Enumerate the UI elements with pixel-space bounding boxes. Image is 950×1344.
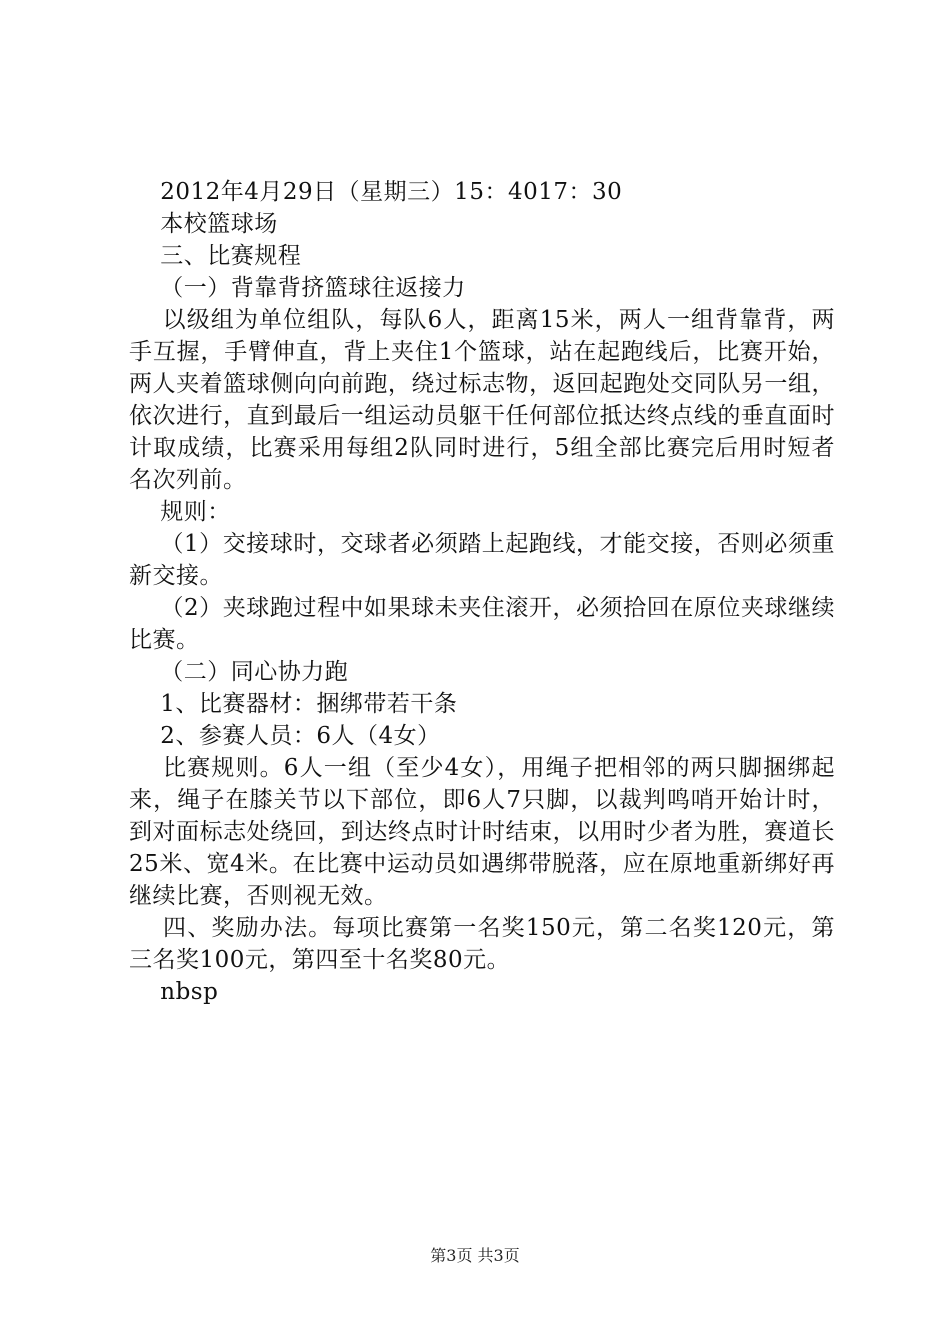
teamrun-rules: 比赛规则。6人一组（至少4女），用绳子把相邻的两只脚捆绑起来，绳子在膝关节以下部位，即6人7只脚，以裁判鸣哨开始计时，到对面标志处绕回，到达终点时计时结束，以用时少者为胜，赛道长25米、宽4米。在比赛中运动员如遇绑带脱落，应在原地重新绑好再继续比赛，否则视无效。 (129, 755, 835, 909)
rules-label: 规则： (129, 499, 231, 525)
event-venue: 本校篮球场 (129, 211, 278, 237)
page-footer: 第3页 共3页 (430, 1246, 520, 1265)
participants-item: 2、参赛人员：6人（4女） (129, 723, 441, 749)
rule-item-1: （1）交接球时，交球者必须踏上起跑线，才能交接，否则必须重新交接。 (129, 531, 835, 589)
trailing-text: nbsp (129, 979, 219, 1005)
equipment-item: 1、比赛器材：捆绑带若干条 (129, 691, 458, 717)
rule-item-2: （2）夹球跑过程中如果球未夹住滚开，必须拾回在原位夹球继续比赛。 (129, 595, 835, 653)
document-body (129, 176, 835, 1008)
event-datetime: 2012年4月29日（星期三）15：4017：30 (129, 179, 623, 205)
subsection-heading-relay: （一）背靠背挤篮球往返接力 (129, 275, 466, 301)
section-heading-rules: 三、比赛规程 (129, 243, 302, 269)
relay-description: 以级组为单位组队，每队6人，距离15米，两人一组背靠背，两手互握，手臂伸直，背上夹住1个篮球，站在起跑线后，比赛开始，两人夹着篮球侧向向前跑，绕过标志物，返回起跑处交同队另一组，依次进行，直到最后一组运动员躯干任何部位抵达终点线的垂直面时计取成绩，比赛采用每组2队同时进行，5组全部比赛完后用时短者名次列前。 (129, 307, 836, 493)
awards-section: 四、奖励办法。每项比赛第一名奖150元，第二名奖120元，第三名奖100元，第四至十名奖80元。 (129, 915, 835, 973)
subsection-heading-teamrun: （二）同心协力跑 (129, 659, 349, 685)
